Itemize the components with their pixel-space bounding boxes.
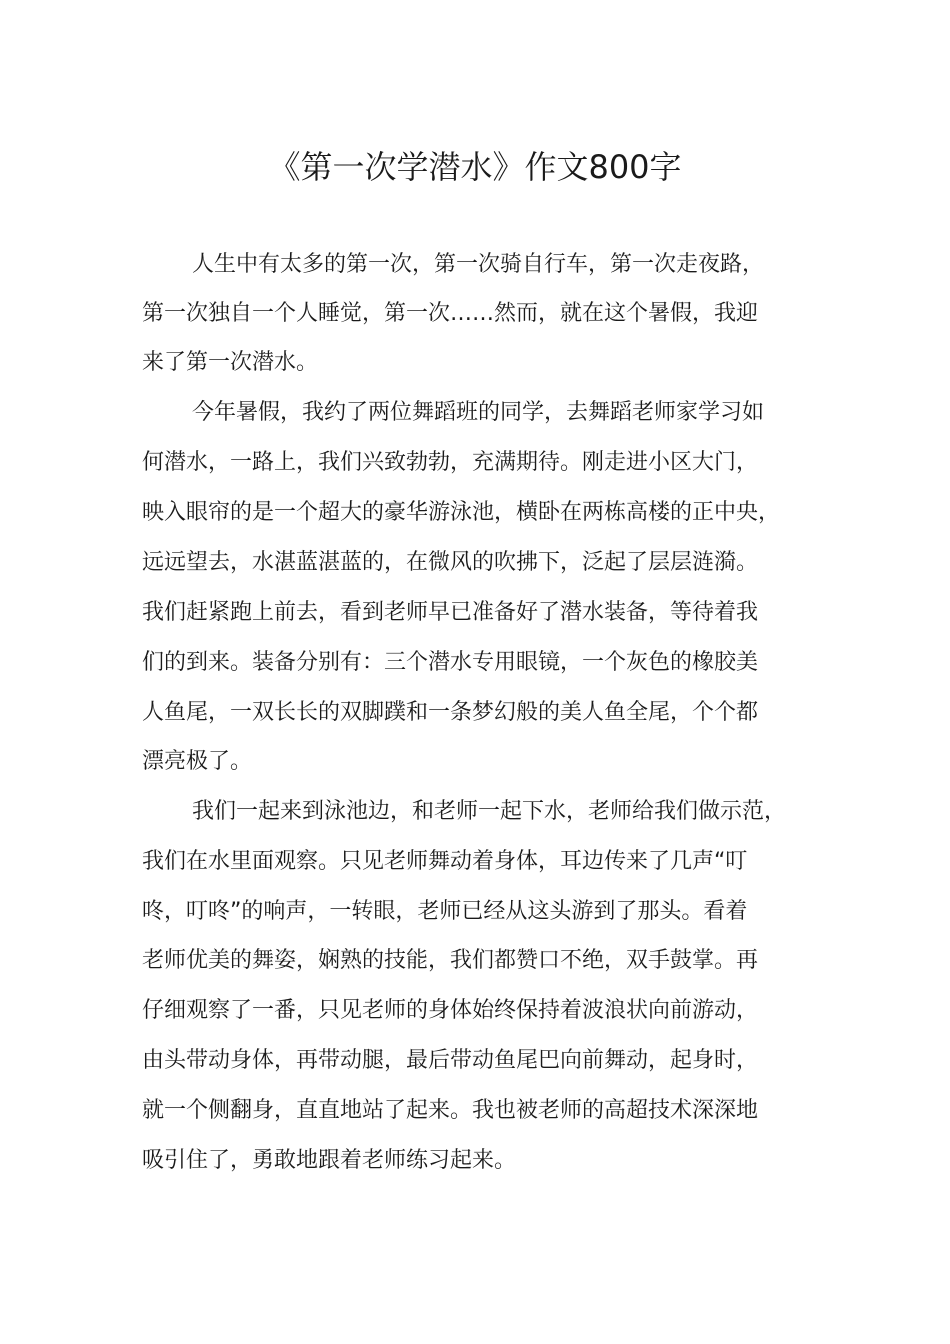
paragraph-2-line-2: 何潜水，一路上，我们兴致勃勃，充满期待。刚走进小区大门， <box>142 450 759 475</box>
paragraph-3-line-8: 吸引住了，勇敢地跟着老师练习起来。 <box>142 1148 517 1173</box>
paragraph-2-line-8: 漂亮极了。 <box>142 749 253 774</box>
paragraph-3-line-4: 老师优美的舞姿，娴熟的技能，我们都赞口不绝，双手鼓掌。再 <box>142 948 759 973</box>
paragraph-3-line-6: 由头带动身体，再带动腿，最后带动鱼尾巴向前舞动，起身时， <box>142 1048 759 1073</box>
paragraph-2-line-6: 们的到来。装备分别有：三个潜水专用眼镜，一个灰色的橡胶美 <box>142 650 759 675</box>
paragraph-3-line-1: 我们一起来到泳池边，和老师一起下水，老师给我们做示范， <box>192 799 787 824</box>
paragraph-2-line-1: 今年暑假，我约了两位舞蹈班的同学，去舞蹈老师家学习如 <box>192 400 765 425</box>
paragraph-1-line-1: 人生中有太多的第一次，第一次骑自行车，第一次走夜路， <box>192 252 765 277</box>
paragraph-2-line-7: 人鱼尾，一双长长的双脚蹼和一条梦幻般的美人鱼全尾，个个都 <box>142 700 759 725</box>
paragraph-1-line-2: 第一次独自一个人睡觉，第一次……然而，就在这个暑假，我迎 <box>142 301 759 326</box>
paragraph-3-line-5: 仔细观察了一番，只见老师的身体始终保持着波浪状向前游动， <box>142 998 759 1023</box>
paragraph-3-line-3: 咚，叮咚”的响声，一转眼，老师已经从这头游到了那头。看着 <box>142 899 748 924</box>
paragraph-1-line-3: 来了第一次潜水。 <box>142 350 319 375</box>
paragraph-2-line-5: 我们赶紧跑上前去，看到老师早已准备好了潜水装备，等待着我 <box>142 600 759 625</box>
paragraph-2-line-4: 远远望去，水湛蓝湛蓝的，在微风的吹拂下，泛起了层层涟漪。 <box>142 550 759 575</box>
paragraph-3-line-7: 就一个侧翻身，直直地站了起来。我也被老师的高超技术深深地 <box>142 1098 759 1123</box>
paragraph-2-line-3: 映入眼帘的是一个超大的豪华游泳池，横卧在两栋高楼的正中央， <box>142 500 781 525</box>
paragraph-3-line-2: 我们在水里面观察。只见老师舞动着身体，耳边传来了几声“叮 <box>142 849 748 874</box>
document-title: 《第一次学潜水》作文800字 <box>268 148 682 186</box>
